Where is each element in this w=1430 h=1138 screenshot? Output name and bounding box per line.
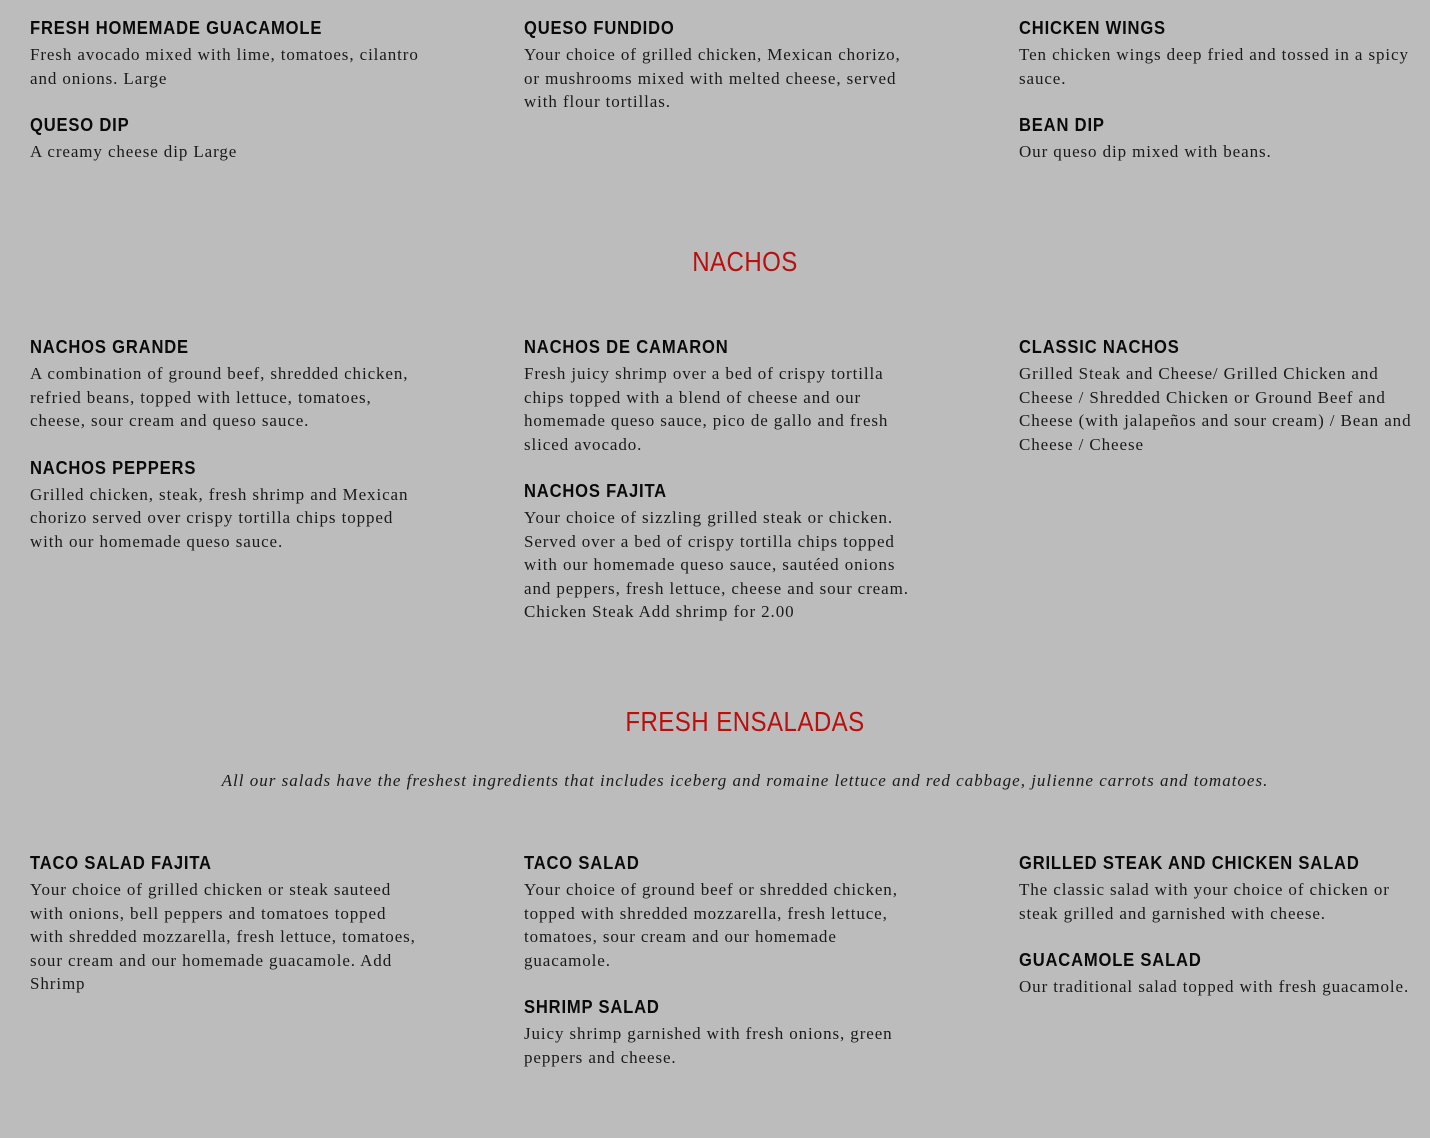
- menu-item-description: Fresh avocado mixed with lime, tomatoes, cilantro and onions. Large: [30, 45, 419, 88]
- menu-item: [1019, 336, 1410, 456]
- section-note-salads: All our salads have the freshest ingredients that includes iceberg and romaine lettuce and red cabbage, julienne carrots and tomatoes.: [221, 771, 1269, 790]
- menu-item-description: Our traditional salad topped with fresh guacamole.: [1019, 977, 1410, 996]
- ensaladas-column-3: [1019, 852, 1410, 1093]
- menu-item: [30, 457, 524, 554]
- menu-item-title: QUESO DIP: [30, 115, 130, 135]
- menu-item-title: TACO SALAD: [524, 853, 640, 873]
- appetizers-grid: [30, 17, 1410, 188]
- menu-item-description: A combination of ground beef, shredded chicken, refried beans, topped with lettuce, tomatoes, cheese, sour cream and queso sauce.: [30, 364, 409, 430]
- menu-item-description: Our queso dip mixed with beans.: [1019, 142, 1272, 161]
- menu-item: [30, 17, 524, 90]
- menu-item-title: BEAN DIP: [1019, 115, 1105, 135]
- menu-item-description: Your choice of grilled chicken or steak sauteed with onions, bell peppers and tomatoes topped with shredded mozzarella, fresh lettuce, tomatoes, sour cream and our homemade guacamole. Add Shrimp: [30, 880, 416, 993]
- menu-item: [1019, 17, 1410, 90]
- menu-item: [524, 336, 1019, 456]
- nachos-column-3: [1019, 336, 1410, 648]
- section-heading-ensaladas: FRESH ENSALADAS: [625, 706, 865, 737]
- menu-item-title: TACO SALAD FAJITA: [30, 853, 212, 873]
- ensaladas-column-2: [524, 852, 1019, 1093]
- menu-item-description: Juicy shrimp garnished with fresh onions, green peppers and cheese.: [524, 1024, 893, 1067]
- menu-item-title: NACHOS FAJITA: [524, 481, 667, 501]
- menu-item-title: NACHOS PEPPERS: [30, 457, 197, 478]
- menu-item: [524, 17, 1019, 114]
- menu-item-title: NACHOS GRANDE: [30, 337, 189, 357]
- ensaladas-grid: [30, 852, 1410, 1093]
- menu-item: [1019, 852, 1410, 925]
- nachos-grid: [30, 336, 1410, 648]
- nachos-column-1: [30, 336, 524, 648]
- appetizers-column-2: [524, 17, 1019, 188]
- menu-item-title: SHRIMP SALAD: [524, 997, 660, 1017]
- menu-item-description: Grilled chicken, steak, fresh shrimp and Mexican chorizo served over crispy tortilla chips topped with our homemade queso sauce.: [30, 484, 409, 551]
- menu-item: [524, 480, 1019, 624]
- menu-item: [1019, 114, 1410, 164]
- menu-item: [30, 114, 524, 164]
- menu-item-description: Your choice of sizzling grilled steak or chicken. Served over a bed of crispy tortilla chips topped with our homemade queso sauce, sautéed onions and peppers, fresh lettuce, cheese and sour cream. Chicken Steak Add shrimp for 2.00: [524, 508, 909, 621]
- menu-item-title: CLASSIC NACHOS: [1019, 337, 1180, 357]
- ensaladas-column-1: [30, 852, 524, 1093]
- menu-item: [1019, 949, 1410, 999]
- menu-item-description: Grilled Steak and Cheese/ Grilled Chicken and Cheese / Shredded Chicken or Ground Beef and Cheese (with jalapeños and sour cream) / Bean and Cheese / Cheese: [1019, 364, 1412, 454]
- nachos-column-2: [524, 336, 1019, 648]
- menu-item-title: CHICKEN WINGS: [1019, 18, 1166, 38]
- menu-item: [524, 996, 1019, 1069]
- menu-item-description: Ten chicken wings deep fried and tossed in a spicy sauce.: [1019, 45, 1409, 88]
- menu-item-title: GRILLED STEAK AND CHICKEN SALAD: [1019, 853, 1360, 873]
- menu-item: [30, 852, 524, 996]
- menu-item: [30, 336, 524, 433]
- menu-item: [524, 852, 1019, 972]
- menu-item-description: Fresh juicy shrimp over a bed of crispy tortilla chips topped with a blend of cheese and our homemade queso sauce, pico de gallo and fresh sliced avocado.: [524, 364, 889, 454]
- menu-item-description: The classic salad with your choice of chicken or steak grilled and garnished with cheese.: [1019, 880, 1390, 923]
- menu-item-description: Your choice of ground beef or shredded chicken, topped with shredded mozzarella, fresh lettuce, tomatoes, sour cream and our homemade guacamole.: [524, 880, 898, 970]
- menu-item-title: QUESO FUNDIDO: [524, 18, 675, 38]
- menu-item-description: A creamy cheese dip Large: [30, 142, 238, 161]
- menu-item-title: FRESH HOMEMADE GUACAMOLE: [30, 18, 323, 38]
- appetizers-column-1: [30, 17, 524, 188]
- menu-item-description: Your choice of grilled chicken, Mexican chorizo, or mushrooms mixed with melted cheese, served with flour tortillas.: [524, 45, 901, 111]
- section-heading-nachos: NACHOS: [692, 246, 798, 277]
- menu-item-title: NACHOS DE CAMARON: [524, 337, 729, 357]
- menu-item-title: GUACAMOLE SALAD: [1019, 950, 1202, 970]
- appetizers-column-3: [1019, 17, 1410, 188]
